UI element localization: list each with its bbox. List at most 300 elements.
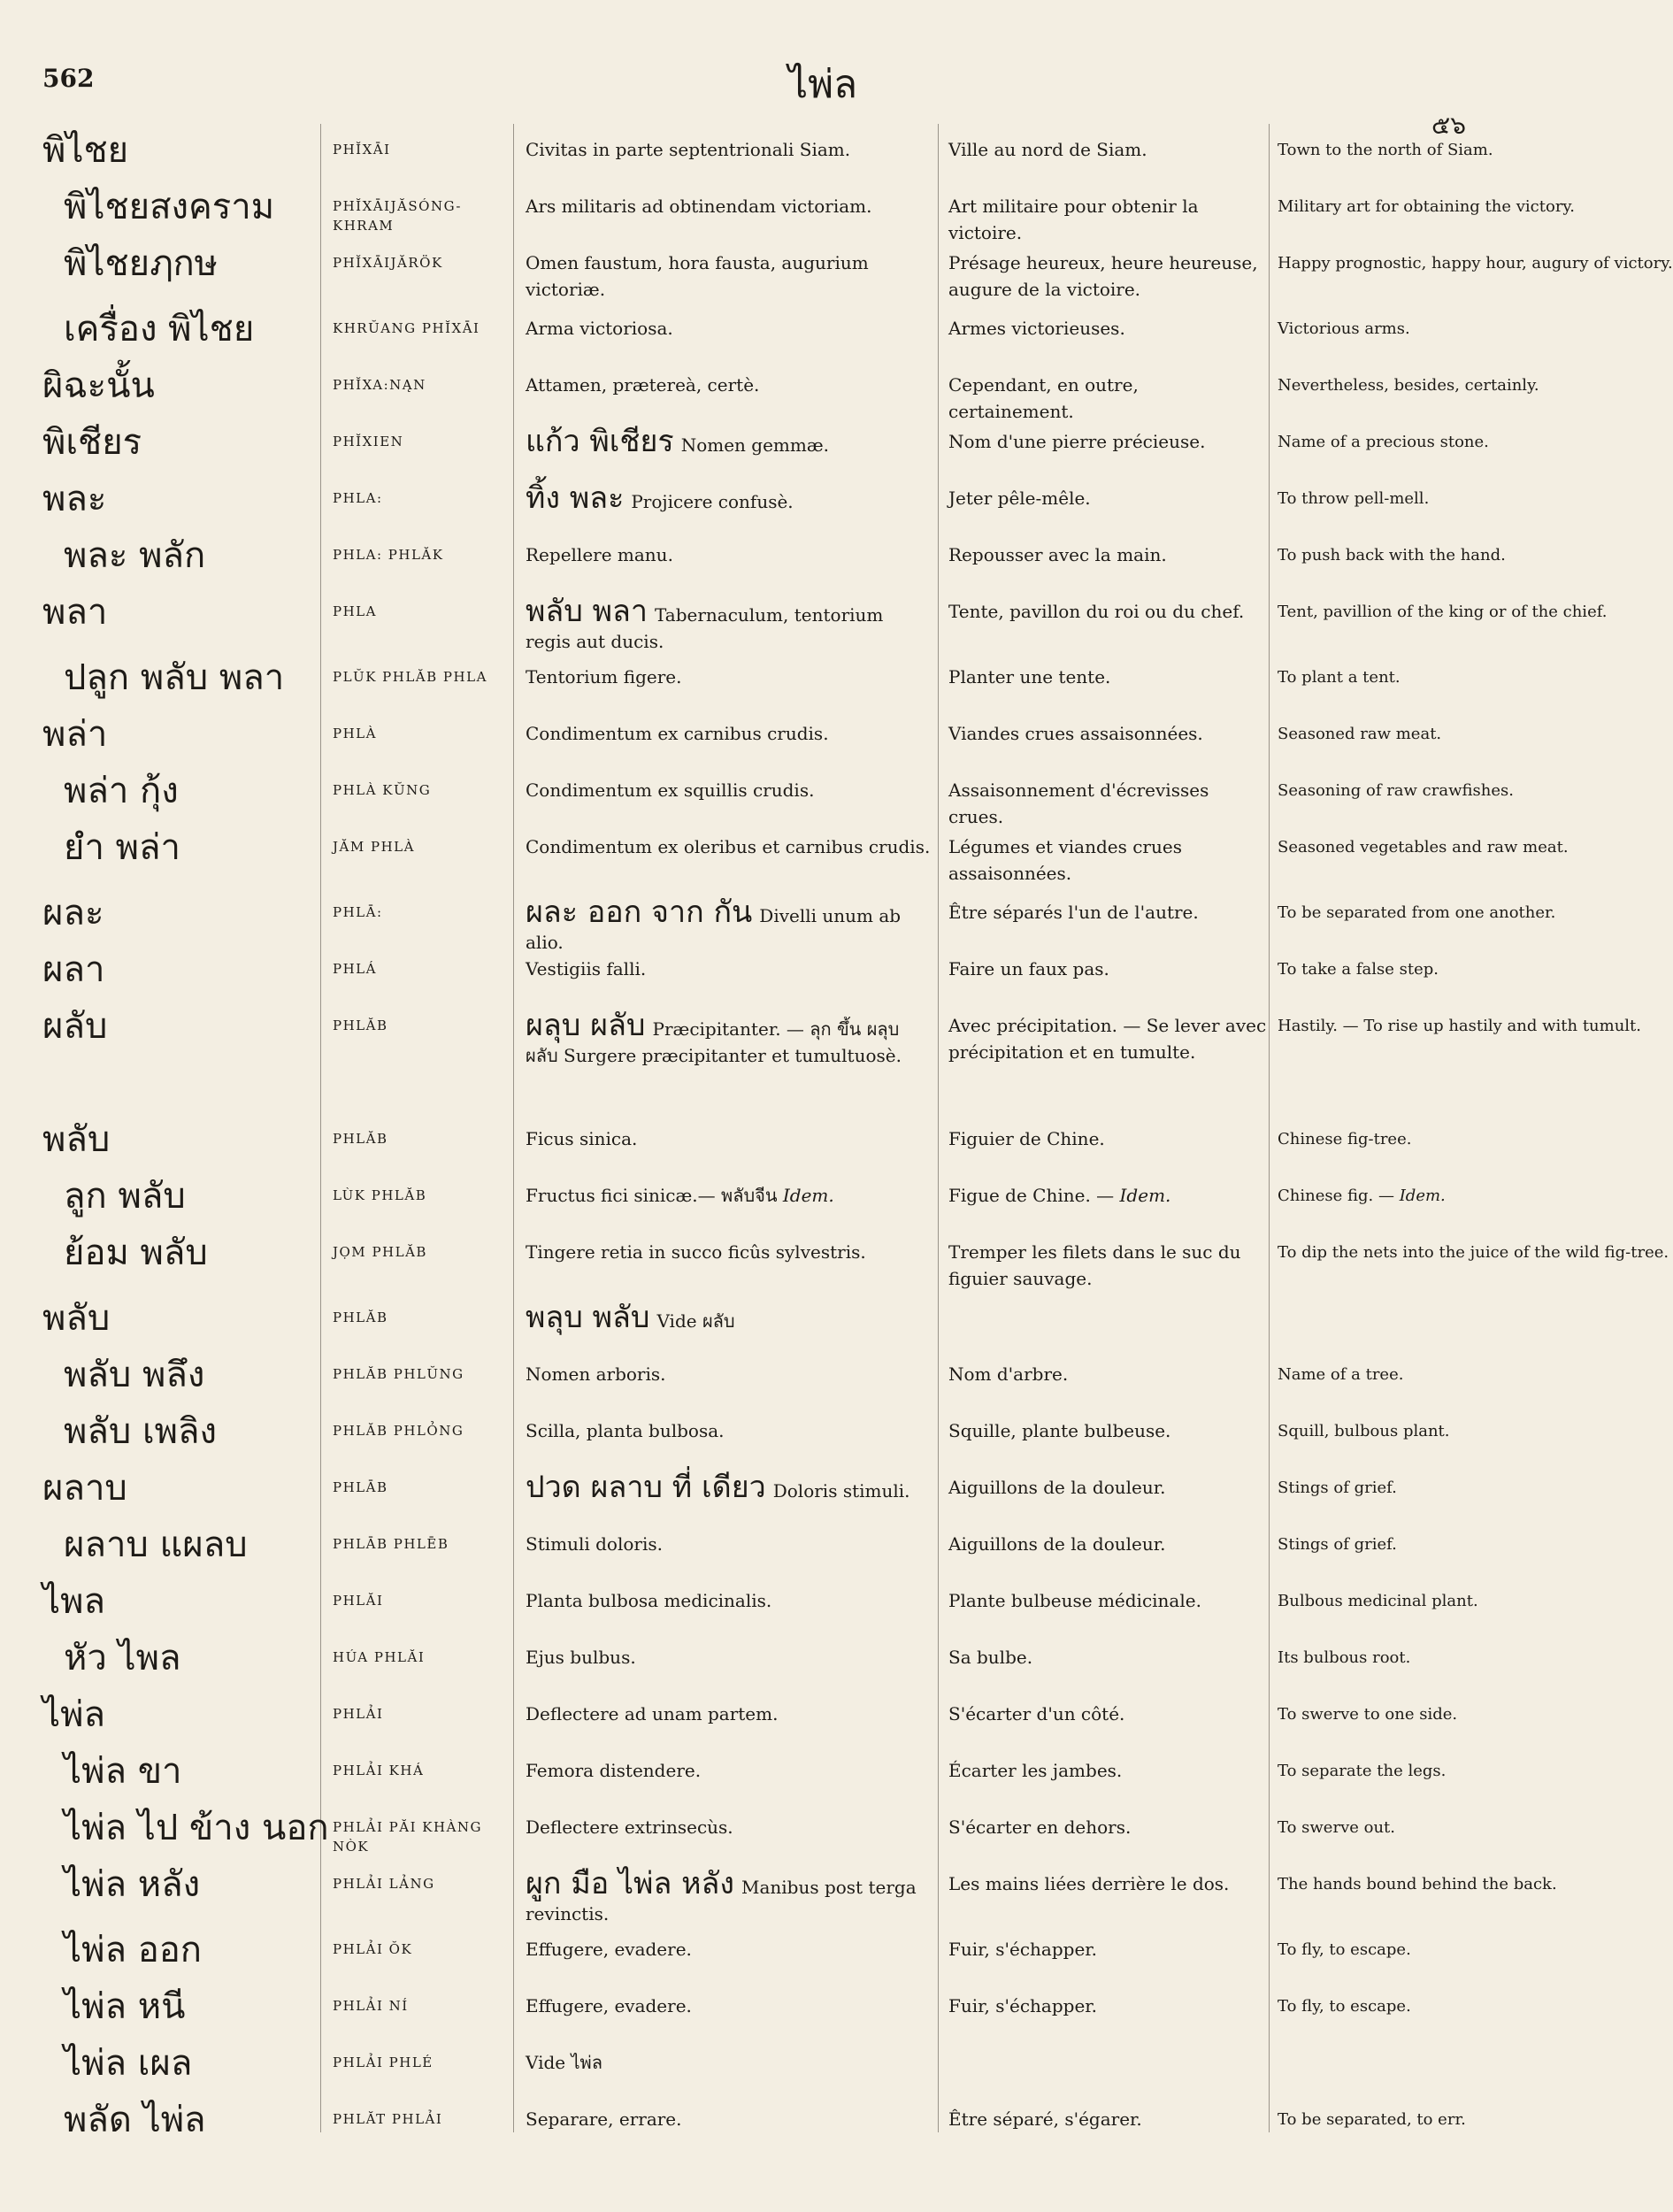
english-definition [1278, 1759, 1476, 1784]
romanization: PHLÀ KŬNG [333, 782, 432, 798]
french-text: Écarter les jambes. [948, 1760, 1123, 1781]
french-definition [948, 899, 1267, 926]
french-text: Figue de Chine. — [948, 1185, 1115, 1206]
headword-thai: พลัด ไพ่ล [64, 2100, 206, 2140]
french-definition [948, 720, 1267, 747]
french-text: Présage heureux, heure heureuse, augure de la victoire. [948, 252, 1258, 300]
latin-definition [526, 664, 932, 690]
headword-thai: ผลาบ [42, 1468, 127, 1509]
french-definition [948, 1870, 1267, 1897]
french-definition [948, 1417, 1267, 1444]
latin-text: Condimentum ex oleribus et carnibus crudis. [526, 836, 931, 857]
latin-definition [526, 315, 932, 342]
english-definition [1278, 373, 1539, 398]
english-text: To plant a tent. [1278, 668, 1401, 687]
french-text: Jeter pêle-mêle. [948, 488, 1091, 509]
english-definition [1278, 1184, 1476, 1209]
french-definition [948, 1814, 1267, 1840]
french-text: Art militaire pour obtenir la victoire. [948, 196, 1199, 243]
romanization: PHLẢI PHLÉ [333, 2055, 434, 2070]
english-definition [1278, 600, 1608, 625]
latin-text: Projicere confusè. [631, 491, 794, 512]
dictionary-entry [0, 1929, 1480, 1985]
headword-thai: พลา [42, 592, 108, 633]
french-text: S'écarter en dehors. [948, 1816, 1132, 1838]
latin-text: Ars militaris ad obtinendam victoriam. [526, 196, 872, 217]
french-definition [948, 1993, 1267, 2019]
headword-thai: พลับ เพลิง [64, 1411, 218, 1452]
headword-thai: พลับ [42, 1119, 111, 1160]
latin-text: Civitas in parte septentrionali Siam. [526, 139, 851, 160]
corner-mark: ๕๖ [1431, 111, 1466, 140]
french-text: Aiguillons de la douleur. [948, 1533, 1166, 1555]
dictionary-entry [0, 591, 1608, 657]
latin-text: Stimuli doloris. [526, 1533, 663, 1555]
latin-definition [526, 2106, 932, 2132]
dictionary-entry [0, 1750, 1480, 1807]
example-thai: ผลุบ ผลับ [526, 1008, 646, 1043]
headword-thai: ผลับ [42, 1006, 108, 1047]
french-text: Tente, pavillon du roi ou du chef. [948, 601, 1245, 622]
dictionary-entry [0, 1524, 1480, 1580]
headword-thai: ลูก พลับ [64, 1176, 186, 1217]
latin-text: Doloris stimuli. [772, 1480, 910, 1502]
dictionary-entry [0, 1410, 1480, 1467]
english-text: Seasoned vegetables and raw meat. [1278, 838, 1569, 856]
headword-thai: ย้อม พลับ [64, 1233, 208, 1273]
latin-definition [526, 833, 932, 860]
dictionary-entry [0, 308, 1480, 365]
latin-definition [526, 1361, 932, 1387]
latin-definition [526, 250, 932, 303]
dictionary-entry [0, 892, 1556, 953]
dictionary-entry [0, 1637, 1480, 1694]
latin-text: Deflectere ad unam partem. [526, 1703, 779, 1724]
romanization: PHLĂB PHLỎNG [333, 1423, 464, 1439]
headword-thai: พล่า กุ้ง [64, 771, 179, 811]
english-definition [1278, 317, 1476, 342]
romanization: LÙK PHLĂB [333, 1187, 427, 1203]
english-text: To fly, to escape. [1278, 1997, 1411, 2016]
english-text: To swerve to one side. [1278, 1705, 1458, 1724]
dictionary-entry [0, 826, 1569, 892]
dictionary-entry [0, 534, 1506, 591]
headword-thai: พละ พลัก [64, 535, 206, 576]
english-text: Nevertheless, besides, certainly. [1278, 376, 1539, 395]
english-definition [1278, 430, 1489, 455]
latin-text: Ejus bulbus. [526, 1647, 636, 1668]
latin-definition [526, 1993, 932, 2019]
latin-definition [526, 1587, 932, 1614]
dictionary-entry [0, 1118, 1480, 1175]
latin-definition [526, 1531, 932, 1557]
latin-text: Femora distendere. [526, 1760, 702, 1781]
latin-definition [526, 1470, 932, 1505]
romanization: PHĬXĀIJĂRÖK [333, 255, 443, 271]
latin-text: Ficus sinica. [526, 1128, 638, 1149]
english-text: Happy prognostic, happy hour, augury of victory. [1278, 254, 1673, 273]
dictionary-entry [0, 1807, 1480, 1863]
french-definition [948, 485, 1267, 511]
english-text: To push back with the hand. [1278, 546, 1506, 565]
french-definition [948, 777, 1267, 830]
english-text: To be separated from one another. [1278, 903, 1556, 922]
english-text: Name of a precious stone. [1278, 433, 1489, 451]
latin-text: Tabernaculum, tentorium regis aut ducis. [526, 604, 884, 652]
english-text: Chinese fig. — [1278, 1187, 1394, 1205]
dictionary-entry [0, 421, 1489, 478]
latin-definition [526, 1008, 932, 1069]
latin-definition [526, 136, 932, 163]
dictionary-entry [0, 1232, 1669, 1297]
english-definition [1278, 543, 1506, 568]
dictionary-entry [0, 657, 1480, 713]
romanization: PHLĂB [333, 1131, 388, 1147]
latin-text: Effugere, evadere. [526, 1939, 692, 1960]
latin-text: Attamen, prætereà, certè. [526, 374, 760, 396]
headword-thai: หัว ไพล [64, 1638, 181, 1678]
french-text: Fuir, s'échapper. [948, 1939, 1097, 1960]
latin-text: Effugere, evadere. [526, 1995, 692, 2016]
latin-definition [526, 1182, 932, 1209]
english-definition [1278, 1589, 1476, 1614]
french-text: Aiguillons de la douleur. [948, 1477, 1166, 1498]
romanization: KHRŬANG PHĬXĀI [333, 320, 480, 336]
dictionary-entry [0, 1985, 1480, 2042]
headword-thai: พิไชยฦกษ [64, 243, 219, 284]
latin-text: Tingere retia in succo ficûs sylvestris. [526, 1241, 866, 1263]
english-definition [1278, 835, 1569, 860]
page-header [0, 0, 1480, 142]
english-text: Tent, pavillion of the king or of the chief. [1278, 603, 1608, 621]
romanization: PHLĀ: [333, 904, 383, 920]
dictionary-entry [0, 2099, 1480, 2155]
french-text: Armes victorieuses. [948, 318, 1125, 339]
french-definition [948, 1239, 1267, 1292]
french-text: Les mains liées derrière le dos. [948, 1873, 1230, 1894]
romanization: PHLẢI KHÁ [333, 1763, 425, 1778]
latin-definition [526, 1936, 932, 1962]
dictionary-entry [0, 1467, 1480, 1524]
latin-definition [526, 372, 932, 398]
romanization: PHLĀB PHLĒB [333, 1536, 449, 1552]
romanization: PLŬK PHLĂB PHLA [333, 669, 487, 685]
entry-list [0, 129, 1673, 2155]
latin-definition [526, 193, 932, 219]
latin-definition [526, 720, 932, 747]
english-text: To be separated, to err. [1278, 2110, 1466, 2129]
english-definition [1278, 1127, 1476, 1152]
french-definition [948, 2106, 1267, 2132]
french-definition [948, 598, 1267, 625]
english-text: To swerve out. [1278, 1818, 1395, 1837]
example-thai: ผละ ออก จาก กัน [526, 895, 753, 930]
latin-definition [526, 2049, 932, 2076]
french-text: Plante bulbeuse médicinale. [948, 1590, 1201, 1611]
romanization: PHLĂI [333, 1593, 384, 1609]
headword-thai: ผลา [42, 949, 105, 990]
headword-thai: พละ [42, 479, 107, 519]
dictionary-entry [0, 1694, 1480, 1750]
example-thai: ปวด ผลาบ ที่ เดียว [526, 1470, 766, 1505]
headword-thai: ผิฉะนั้น [42, 365, 155, 406]
latin-text: Scilla, planta bulbosa. [526, 1420, 725, 1441]
latin-text: Planta bulbosa medicinalis. [526, 1590, 772, 1611]
headword-thai: ไพ่ล [42, 1694, 105, 1735]
romanization: PHLĀB [333, 1479, 388, 1495]
headword-thai: ผลาบ แผลบ [64, 1525, 248, 1565]
english-definition [1278, 1872, 1557, 1897]
english-definition [1278, 487, 1476, 511]
english-text: To separate the legs. [1278, 1762, 1447, 1780]
latin-text: Præcipitanter. — ลุก ขึ้น ผลุบ ผลับ Surgere præcipitanter et tumultuosè. [526, 1018, 902, 1066]
french-text: Faire un faux pas. [948, 958, 1109, 979]
english-definition [1278, 1938, 1476, 1962]
english-text: Seasoned raw meat. [1278, 725, 1442, 743]
dictionary-entry [0, 478, 1480, 534]
english-text: Name of a tree. [1278, 1365, 1404, 1384]
french-definition [948, 664, 1267, 690]
french-definition [948, 1936, 1267, 1962]
french-definition [948, 833, 1267, 887]
french-text: Légumes et viandes crues assaisonnées. [948, 836, 1182, 884]
example-thai: แก้ว พิเชียร [526, 424, 674, 459]
romanization: PHĬXĀI [333, 142, 391, 157]
romanization: PHĬXIEN [333, 434, 404, 449]
english-text: Chinese fig-tree. [1278, 1130, 1412, 1148]
romanization: JỌM PHLĂB [333, 1244, 427, 1260]
french-text: Viandes crues assaisonnées. [948, 723, 1203, 744]
french-text: Fuir, s'échapper. [948, 1995, 1097, 2016]
dictionary-entry [0, 949, 1480, 1005]
latin-definition [526, 541, 932, 568]
latin-text: Arma victoriosa. [526, 318, 673, 339]
english-definition [1278, 1363, 1476, 1387]
french-definition [948, 1182, 1267, 1209]
english-text: The hands bound behind the back. [1278, 1875, 1557, 1893]
french-text: Nom d'arbre. [948, 1363, 1069, 1385]
french-definition [948, 541, 1267, 568]
headword-thai: พลับ [42, 1298, 111, 1339]
french-definition [948, 428, 1267, 455]
headword-thai: พล่า [42, 714, 108, 755]
french-definition [948, 1587, 1267, 1614]
french-definition [948, 315, 1267, 342]
latin-idem: Idem. [782, 1185, 834, 1206]
dictionary-entry [0, 1863, 1557, 1929]
french-definition [948, 1474, 1267, 1501]
dictionary-entry [0, 713, 1480, 770]
english-text: Military art for obtaining the victory. [1278, 197, 1575, 216]
english-text: Victorious arms. [1278, 319, 1410, 338]
latin-text: Condimentum ex carnibus crudis. [526, 723, 829, 744]
romanization: PHLĂB [333, 1018, 388, 1033]
french-text: Ville au nord de Siam. [948, 139, 1147, 160]
latin-definition [526, 1644, 932, 1671]
romanization: PHLẢI [333, 1706, 384, 1722]
english-text: Town to the north of Siam. [1278, 141, 1493, 159]
english-idem: Idem. [1399, 1187, 1446, 1205]
romanization: PHLẢI PĂI KHÀNG NÒK [333, 1819, 483, 1855]
french-text: Cependant, en outre, certainement. [948, 374, 1139, 422]
french-text: Squille, plante bulbeuse. [948, 1420, 1171, 1441]
page-number: 562 [42, 64, 95, 93]
latin-text: Tentorium figere. [526, 666, 682, 687]
french-text: Repousser avec la main. [948, 544, 1167, 565]
latin-text: Manibus post terga revinctis. [526, 1877, 917, 1924]
latin-definition [526, 1757, 932, 1784]
headword-thai: พลับ พลึง [64, 1355, 205, 1395]
french-definition [948, 1757, 1267, 1784]
latin-definition [526, 1417, 932, 1444]
romanization: PHLĂT PHLẢI [333, 2111, 443, 2127]
english-definition [1278, 1240, 1669, 1265]
french-text: Être séparé, s'égarer. [948, 2108, 1142, 2130]
english-definition [1278, 665, 1476, 690]
romanization: PHLĂB PHLŬNG [333, 1366, 464, 1382]
headword-thai: ปลูก พลับ พลา [64, 657, 285, 698]
dictionary-entry [0, 1354, 1480, 1410]
headword-thai: ไพ่ล หนี [64, 1986, 186, 2027]
dictionary-entry [0, 129, 1493, 186]
romanization: PHLA: PHLĂK [333, 547, 444, 563]
headword-thai: ไพล [42, 1581, 105, 1622]
headword-thai: ไพ่ล ออก [64, 1930, 202, 1970]
headword-thai: พิเชียร [42, 422, 142, 463]
romanization: PHLẢI NÍ [333, 1998, 409, 2014]
headword-thai: ผละ [42, 893, 104, 933]
example-thai: ผูก มือ ไพ่ล หลัง [526, 1866, 734, 1901]
headword-thai: ไพ่ล ขา [64, 1751, 182, 1792]
english-definition [1278, 251, 1673, 276]
french-text: S'écarter d'un côté. [948, 1703, 1125, 1724]
latin-text: Nomen arboris. [526, 1363, 666, 1385]
english-definition [1278, 1646, 1476, 1671]
french-text: Planter une tente. [948, 666, 1111, 687]
latin-text: Vide ผลับ [656, 1310, 735, 1332]
latin-definition [526, 424, 932, 459]
romanization: PHLẢI LẢNG [333, 1876, 435, 1892]
example-thai: ทิ้ง พละ [526, 480, 625, 516]
dictionary-entry [0, 770, 1514, 827]
english-text: Stings of grief. [1278, 1535, 1397, 1554]
english-definition [1278, 1702, 1476, 1727]
english-text: Seasoning of raw crawfishes. [1278, 781, 1514, 800]
latin-definition [526, 1814, 932, 1840]
french-text: Avec précipitation. — Se lever avec précipitation et en tumulte. [948, 1015, 1267, 1063]
french-definition [948, 250, 1267, 303]
latin-text: Deflectere extrinsecùs. [526, 1816, 733, 1838]
headword-thai: เครื่อง พิไชย [64, 309, 255, 349]
latin-definition [526, 956, 932, 982]
english-text: Squill, bulbous plant. [1278, 1422, 1450, 1440]
english-definition [1278, 1994, 1476, 2019]
french-text: Nom d'une pierre précieuse. [948, 431, 1206, 452]
romanization: PHĬXĀIJĂSÓNG-KHRAM [333, 198, 462, 234]
latin-text: Nomen gemmæ. [680, 434, 830, 456]
french-definition [948, 1361, 1267, 1387]
latin-definition [526, 1239, 932, 1265]
latin-text: Separare, errare. [526, 2108, 682, 2130]
french-text: Sa bulbe. [948, 1647, 1033, 1668]
french-definition [948, 136, 1267, 163]
latin-definition [526, 1701, 932, 1727]
english-text: Hastily. — To rise up hastily and with tumult. [1278, 1017, 1642, 1035]
dictionary-entry [0, 365, 1539, 422]
romanization: PHLA [333, 603, 377, 619]
dictionary-entry [0, 186, 1575, 243]
french-text: Tremper les filets dans le suc du figuier sauvage. [948, 1241, 1241, 1289]
french-definition [948, 1125, 1267, 1152]
headword-thai: พิไชย [42, 130, 129, 171]
english-definition [1278, 1816, 1476, 1840]
english-definition [1278, 779, 1514, 803]
romanization: PHLÀ [333, 726, 377, 741]
french-text: Être séparés l'un de l'autre. [948, 902, 1199, 923]
romanization: PHLÁ [333, 961, 377, 977]
english-text: To dip the nets into the juice of the wild fig-tree. [1278, 1243, 1669, 1262]
french-idem: Idem. [1119, 1185, 1171, 1206]
latin-text: Vestigiis falli. [526, 958, 647, 979]
french-definition [948, 1644, 1267, 1671]
latin-text: Repellere manu. [526, 544, 673, 565]
english-definition [1278, 722, 1476, 747]
latin-text: Vide ไพ่ล [526, 2052, 602, 2073]
romanization: PHĬXA:NĄN [333, 377, 426, 393]
romanization: JĂM PHLÀ [333, 839, 415, 855]
english-text: To take a false step. [1278, 960, 1439, 979]
running-head: ไพ่ล [787, 62, 858, 107]
english-text: To fly, to escape. [1278, 1940, 1411, 1959]
english-definition [1278, 957, 1476, 982]
romanization: PHLĂB [333, 1310, 388, 1325]
dictionary-entry [0, 2042, 1480, 2099]
french-text: Figuier de Chine. [948, 1128, 1105, 1149]
french-text: Assaisonnement d'écrevisses crues. [948, 780, 1209, 827]
headword-thai: ไพ่ล หลัง [64, 1864, 201, 1905]
latin-definition [526, 1866, 932, 1927]
english-definition [1278, 1476, 1476, 1501]
romanization: HÚA PHLĂI [333, 1649, 426, 1665]
english-definition [1278, 138, 1493, 163]
dictionary-entry [0, 1297, 1480, 1354]
dictionary-entry [0, 242, 1673, 308]
example-thai: พลับ พลา [526, 594, 648, 629]
english-text: Its bulbous root. [1278, 1648, 1411, 1667]
french-definition [948, 193, 1267, 246]
latin-definition [526, 895, 932, 956]
french-definition [948, 372, 1267, 425]
example-thai: พลุบ พลับ [526, 1300, 650, 1335]
english-definition [1278, 1532, 1476, 1557]
headword-thai: ไพ่ล เผล [64, 2043, 193, 2084]
headword-thai: ไพ่ล ไป ข้าง นอก [64, 1808, 329, 1848]
french-definition [948, 956, 1267, 982]
latin-text: Fructus fici sinicæ.— พลับจีน [526, 1185, 778, 1206]
dictionary-entry [0, 1580, 1480, 1637]
english-definition [1278, 901, 1556, 926]
latin-definition [526, 1125, 932, 1152]
french-definition [948, 1701, 1267, 1727]
romanization: PHLA: [333, 490, 383, 506]
french-definition [948, 1531, 1267, 1557]
english-text: To throw pell-mell. [1278, 489, 1430, 508]
romanization: PHLẢI ŎK [333, 1941, 413, 1957]
english-definition [1278, 1419, 1476, 1444]
headword-thai: พิไชยสงคราม [64, 187, 275, 227]
dictionary-entry [0, 1005, 1642, 1118]
dictionary-entry [0, 1175, 1480, 1232]
